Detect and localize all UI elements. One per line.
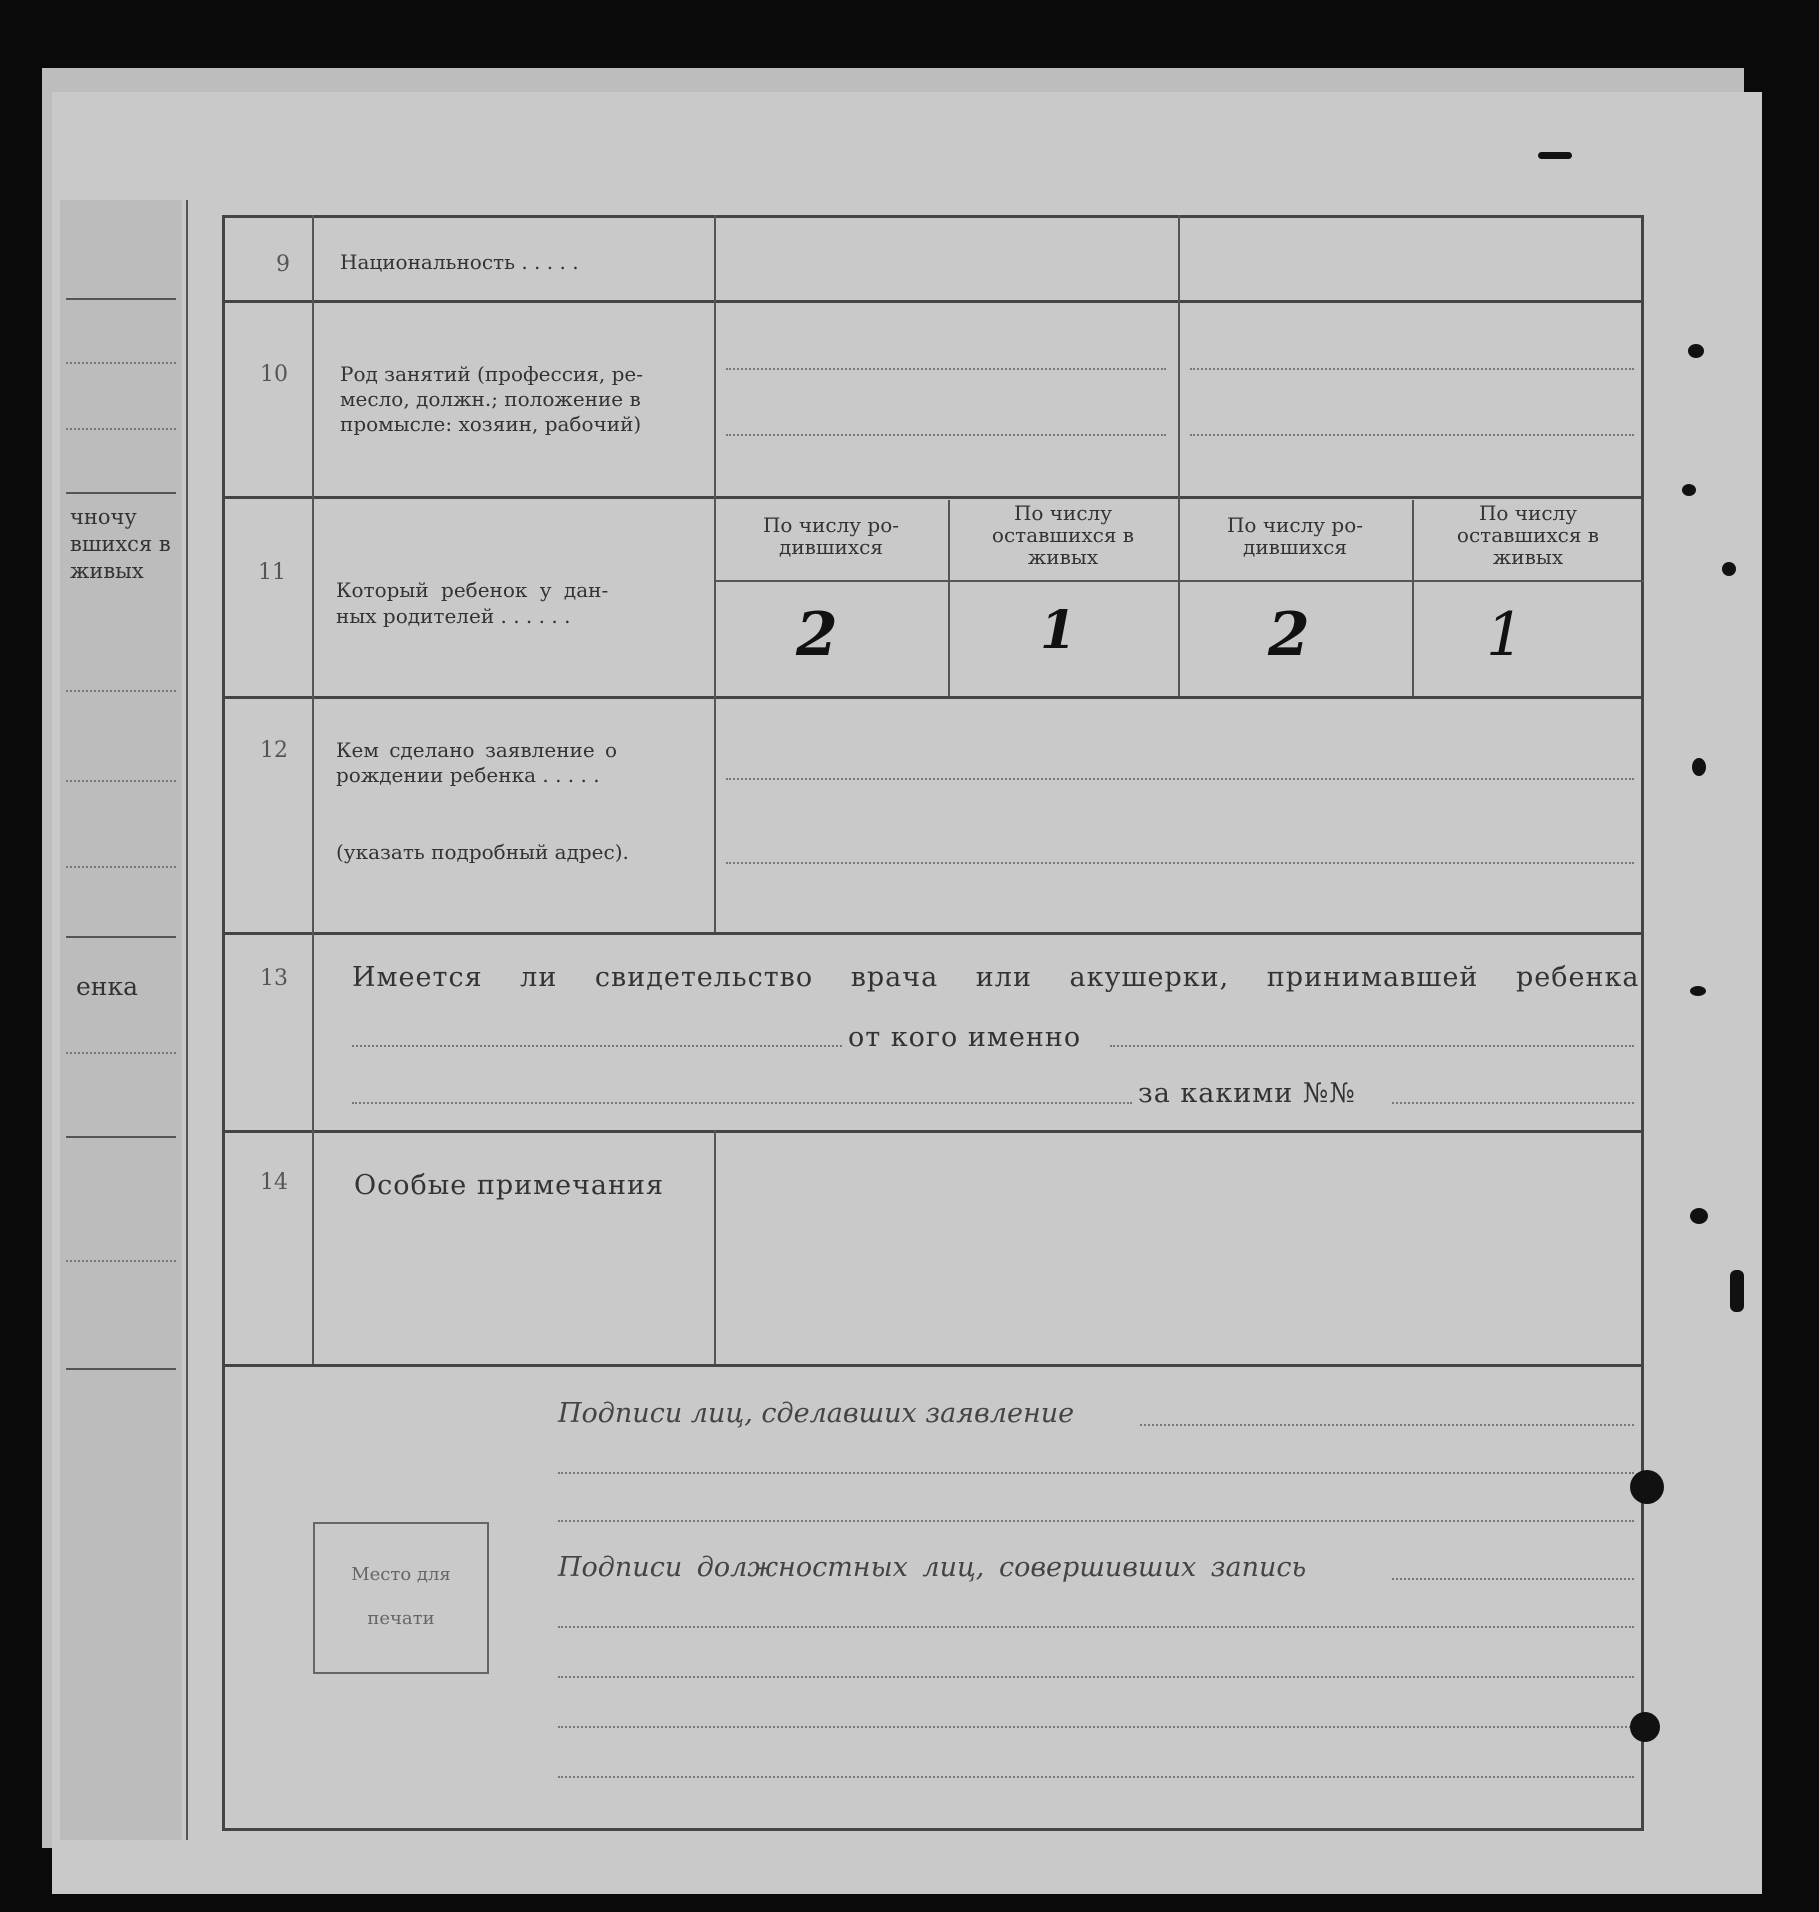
occupation-field-1[interactable] bbox=[726, 368, 1166, 370]
officials-signature-field-4[interactable] bbox=[558, 1726, 1634, 1728]
child-order-label-line2: ных родителей . . . . . . bbox=[336, 604, 571, 628]
ink-spot bbox=[1722, 562, 1736, 576]
officials-signature-field-3[interactable] bbox=[558, 1676, 1634, 1678]
col-line-label bbox=[714, 215, 716, 932]
declarant-label-line1: Кем сделано заявление о bbox=[336, 738, 618, 762]
handwritten-value-alive-1: 1 bbox=[1040, 600, 1077, 661]
col-line-middle bbox=[1178, 215, 1180, 696]
special-notes-label: Особые примечания bbox=[354, 1170, 665, 1201]
ink-spot bbox=[1692, 758, 1706, 776]
ink-spot bbox=[1690, 986, 1706, 996]
child-order-label-line1: Который ребенок у дан- bbox=[336, 578, 609, 602]
officials-signature-field-1[interactable] bbox=[1392, 1578, 1634, 1580]
left-page-strip bbox=[60, 200, 182, 1840]
row-divider bbox=[222, 1130, 1644, 1133]
margin-fragment-1: чночу bbox=[70, 505, 137, 529]
col-head-born-2: По числу ро- дившихся bbox=[1226, 513, 1364, 559]
ink-spot bbox=[1688, 344, 1704, 358]
applicants-signature-field-3[interactable] bbox=[558, 1520, 1634, 1522]
applicants-signature-field-2[interactable] bbox=[558, 1472, 1634, 1474]
officials-signature-field-2[interactable] bbox=[558, 1626, 1634, 1628]
ink-spot bbox=[1682, 484, 1696, 496]
binding-hole bbox=[1630, 1712, 1660, 1742]
officials-signature-label: Подписи должностных лиц, совершивших запись bbox=[558, 1552, 1307, 1583]
row-number-12: 12 bbox=[260, 738, 288, 763]
ink-spot bbox=[1730, 1270, 1744, 1312]
ink-spot bbox=[1538, 152, 1572, 159]
certificate-field-4[interactable] bbox=[1392, 1102, 1634, 1104]
seal-label-line2: печати bbox=[367, 1608, 435, 1629]
certificate-field-3[interactable] bbox=[352, 1102, 1132, 1104]
occupation-label-line2: месло, должн.; положение в bbox=[340, 387, 641, 411]
row-number-9: 9 bbox=[276, 252, 290, 277]
col-head-alive-1: По числу оставшихся в живых bbox=[991, 501, 1135, 569]
subheader-divider bbox=[714, 580, 1644, 582]
handwritten-value-alive-2: 1 bbox=[1486, 600, 1525, 670]
applicants-signature-label: Подписи лиц, сделавших заявление bbox=[558, 1398, 1075, 1429]
officials-signature-field-5[interactable] bbox=[558, 1776, 1634, 1778]
nationality-label: Национальность . . . . . bbox=[340, 250, 579, 274]
col-line-label bbox=[714, 1130, 716, 1364]
handwritten-value-born-1: 2 bbox=[796, 600, 838, 670]
certificate-numbers: за какими №№ bbox=[1138, 1078, 1356, 1109]
declarant-field-1[interactable] bbox=[726, 778, 1634, 780]
margin-fragment-2: вшихся в bbox=[70, 532, 171, 556]
row-divider bbox=[222, 696, 1644, 699]
seal-placeholder-box bbox=[313, 1522, 489, 1674]
certificate-field-2[interactable] bbox=[1110, 1045, 1634, 1047]
seal-label-line1: Место для bbox=[351, 1564, 451, 1585]
row-divider bbox=[222, 496, 1644, 499]
row-number-14: 14 bbox=[260, 1170, 288, 1195]
margin-fragment-3: живых bbox=[70, 559, 144, 583]
row-divider bbox=[222, 300, 1644, 303]
col-head-born-1: По числу ро- дившихся bbox=[762, 513, 900, 559]
handwritten-value-born-2: 2 bbox=[1268, 600, 1310, 670]
col-head-alive-2: По числу оставшихся в живых bbox=[1456, 501, 1600, 569]
certificate-question: Имеется ли свидетельство врача или акушерки, принимавшей ребенка bbox=[352, 962, 1640, 993]
certificate-from-whom: от кого именно bbox=[848, 1022, 1082, 1053]
occupation-label-line3: промысле: хозяин, рабочий) bbox=[340, 412, 642, 436]
declarant-field-2[interactable] bbox=[726, 862, 1634, 864]
row-divider bbox=[222, 932, 1644, 935]
declarant-address-hint: (указать подробный адрес). bbox=[336, 840, 629, 864]
row-number-13: 13 bbox=[260, 966, 288, 991]
row-divider bbox=[222, 1364, 1644, 1367]
margin-fragment-4: енка bbox=[76, 972, 138, 1001]
binding-hole bbox=[1630, 1470, 1664, 1504]
declarant-label-line2: рождении ребенка . . . . . bbox=[336, 763, 600, 787]
occupation-field-4[interactable] bbox=[1190, 434, 1634, 436]
ink-spot bbox=[1690, 1208, 1708, 1224]
row-number-10: 10 bbox=[260, 362, 288, 387]
occupation-field-3[interactable] bbox=[1190, 368, 1634, 370]
certificate-field-1[interactable] bbox=[352, 1045, 842, 1047]
occupation-field-2[interactable] bbox=[726, 434, 1166, 436]
applicants-signature-field-1[interactable] bbox=[1140, 1424, 1634, 1426]
row-number-11: 11 bbox=[258, 560, 286, 585]
occupation-label-line1: Род занятий (профессия, ре- bbox=[340, 362, 643, 386]
col-line-number bbox=[312, 215, 314, 1364]
